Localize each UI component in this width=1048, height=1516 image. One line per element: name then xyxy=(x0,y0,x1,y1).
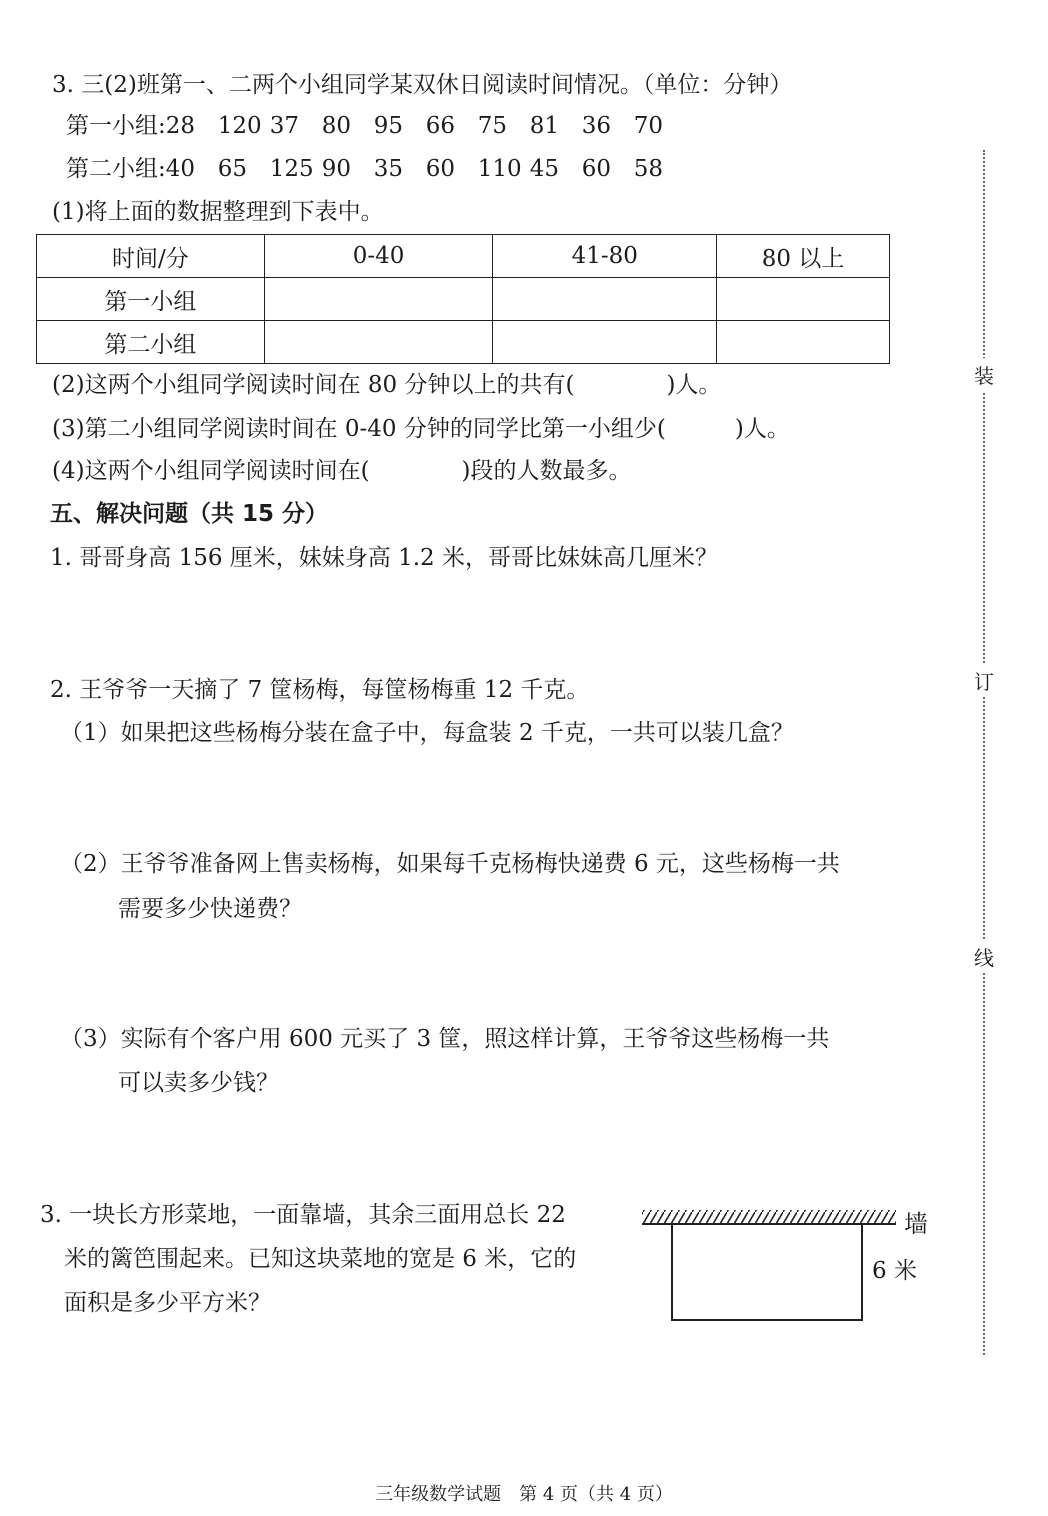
data-value: 110 xyxy=(477,156,522,182)
binding-char-zhuang: 装 xyxy=(972,358,996,391)
problem-2-sub1: （1）如果把这些杨梅分装在盒子中，每盒装 2 千克，一共可以装几盒？ xyxy=(60,720,794,746)
table-answer-cell[interactable] xyxy=(493,321,717,364)
data-value: 35 xyxy=(373,156,404,182)
data-value: 75 xyxy=(477,113,508,139)
problem-3-line2: 米的篱笆围起来。已知这块菜地的宽是 6 米，它的 xyxy=(64,1246,577,1272)
data-value: 66 xyxy=(425,113,456,139)
table-row xyxy=(37,321,890,364)
problem-3-line1: 3. 一块长方形菜地，一面靠墙，其余三面用总长 22 xyxy=(40,1202,566,1228)
group1-label: 第一小组: xyxy=(66,113,166,139)
table-row-label: 第一小组 xyxy=(37,278,265,321)
problem-2-sub2-line2: 需要多少快递费？ xyxy=(118,896,302,922)
problem-2-sub3-line1: （3）实际有个客户用 600 元买了 3 筐，照这样计算，王爷爷这些杨梅一共 xyxy=(60,1026,830,1052)
data-value: 45 xyxy=(529,156,560,182)
problem-2: 2. 王爷爷一天摘了 7 筐杨梅，每筐杨梅重 12 千克。 xyxy=(50,677,590,703)
group2-values xyxy=(166,156,686,182)
problem-2-sub2-line1: （2）王爷爷准备网上售卖杨梅，如果每千克杨梅快递费 6 元，这些杨梅一共 xyxy=(60,851,840,877)
table-answer-cell[interactable] xyxy=(264,278,493,321)
question-3-title: 3. 三(2)班第一、二两个小组同学某双休日阅读时间情况。（单位：分钟） xyxy=(52,72,793,98)
problem-1: 1. 哥哥身高 156 厘米，妹妹身高 1.2 米，哥哥比妹妹高几厘米？ xyxy=(50,545,718,571)
group2-data-row xyxy=(66,156,686,184)
table-header-row xyxy=(37,235,890,278)
data-value: 60 xyxy=(425,156,456,182)
data-value: 60 xyxy=(581,156,612,182)
wall-label: 墙 xyxy=(904,1210,928,1238)
question-3-sub2: (2)这两个小组同学阅读时间在 80 分钟以上的共有( )人。 xyxy=(52,372,722,398)
group1-data-row xyxy=(66,113,686,141)
table-answer-cell[interactable] xyxy=(493,278,717,321)
wall-hatching xyxy=(642,1210,896,1224)
section-5-heading: 五、解决问题（共 15 分） xyxy=(50,501,329,527)
width-label: 6 米 xyxy=(872,1258,917,1284)
data-value: 90 xyxy=(321,156,352,182)
data-value: 40 xyxy=(165,156,196,182)
binding-char-ding: 订 xyxy=(972,664,996,697)
page-footer: 三年级数学试题 第 4 页（共 4 页） xyxy=(375,1484,673,1505)
data-value: 28 xyxy=(165,113,196,139)
table-answer-cell[interactable] xyxy=(717,321,890,364)
table-header-cell: 时间/分 xyxy=(37,235,265,278)
data-value: 125 xyxy=(269,156,314,182)
group2-label: 第二小组: xyxy=(66,156,166,182)
table-header-cell: 41-80 xyxy=(493,235,717,278)
table-row xyxy=(37,278,890,321)
data-value: 81 xyxy=(529,113,560,139)
question-3-sub1: (1)将上面的数据整理到下表中。 xyxy=(52,199,384,225)
data-value: 80 xyxy=(321,113,352,139)
binding-dotted-line xyxy=(983,150,985,1355)
table-header-cell: 0-40 xyxy=(264,235,493,278)
data-value: 58 xyxy=(633,156,664,182)
data-value: 65 xyxy=(217,156,248,182)
reading-time-table xyxy=(36,234,890,364)
table-answer-cell[interactable] xyxy=(717,278,890,321)
data-value: 36 xyxy=(581,113,612,139)
data-value: 95 xyxy=(373,113,404,139)
question-3-sub3: (3)第二小组同学阅读时间在 0-40 分钟的同学比第一小组少( )人。 xyxy=(52,416,790,442)
data-value: 37 xyxy=(269,113,300,139)
fence-outline xyxy=(672,1224,862,1320)
question-3-sub4: (4)这两个小组同学阅读时间在( )段的人数最多。 xyxy=(52,458,632,484)
group1-values xyxy=(166,113,686,139)
table-header-cell: 80 以上 xyxy=(717,235,890,278)
problem-2-sub3-line2: 可以卖多少钱？ xyxy=(118,1070,279,1096)
table-row-label: 第二小组 xyxy=(37,321,265,364)
data-value: 120 xyxy=(217,113,262,139)
problem-3-line3: 面积是多少平方米？ xyxy=(64,1290,271,1316)
table-answer-cell[interactable] xyxy=(264,321,493,364)
binding-char-xian: 线 xyxy=(972,940,996,973)
data-value: 70 xyxy=(633,113,664,139)
